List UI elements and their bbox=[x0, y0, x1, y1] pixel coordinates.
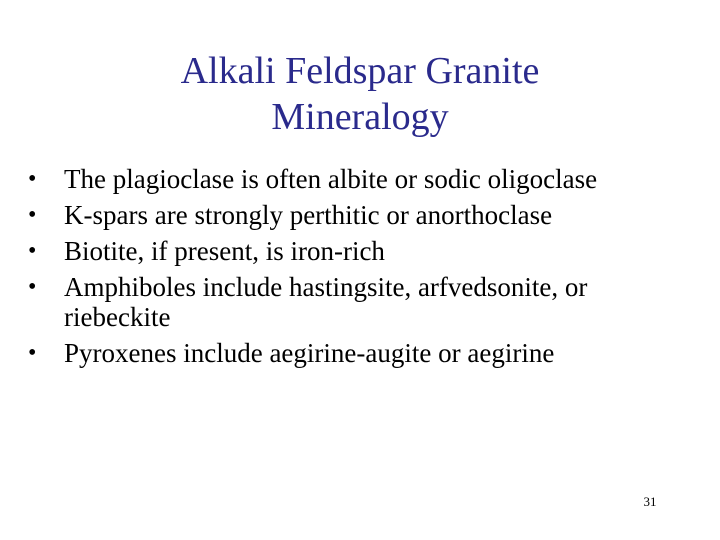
bullet-text: Pyroxenes include aegirine-augite or aegirine bbox=[64, 338, 555, 368]
bullet-item bbox=[28, 338, 688, 368]
bullet-text: The plagioclase is often albite or sodic oligoclase bbox=[64, 164, 598, 194]
bullet-icon: • bbox=[28, 202, 37, 228]
slide-title-line-1: Alkali Feldspar Granite bbox=[180, 50, 540, 92]
slide-title bbox=[0, 48, 720, 140]
page-number: 31 bbox=[643, 494, 657, 509]
bullet-item bbox=[28, 236, 688, 266]
bullet-icon: • bbox=[28, 340, 37, 366]
bullet-text: Biotite, if present, is iron-rich bbox=[64, 236, 385, 266]
bullet-text: K-spars are strongly perthitic or anorthoclase bbox=[64, 200, 553, 230]
bullet-text: Amphiboles include hastingsite, arfvedsonite, or riebeckite bbox=[64, 272, 588, 332]
slide-title-line-2: Mineralogy bbox=[271, 96, 449, 138]
bullet-item bbox=[28, 272, 688, 332]
bullet-list bbox=[28, 164, 688, 374]
bullet-icon: • bbox=[28, 166, 37, 192]
bullet-item bbox=[28, 200, 688, 230]
bullet-item bbox=[28, 164, 688, 194]
bullet-icon: • bbox=[28, 274, 37, 300]
bullet-icon: • bbox=[28, 238, 37, 264]
